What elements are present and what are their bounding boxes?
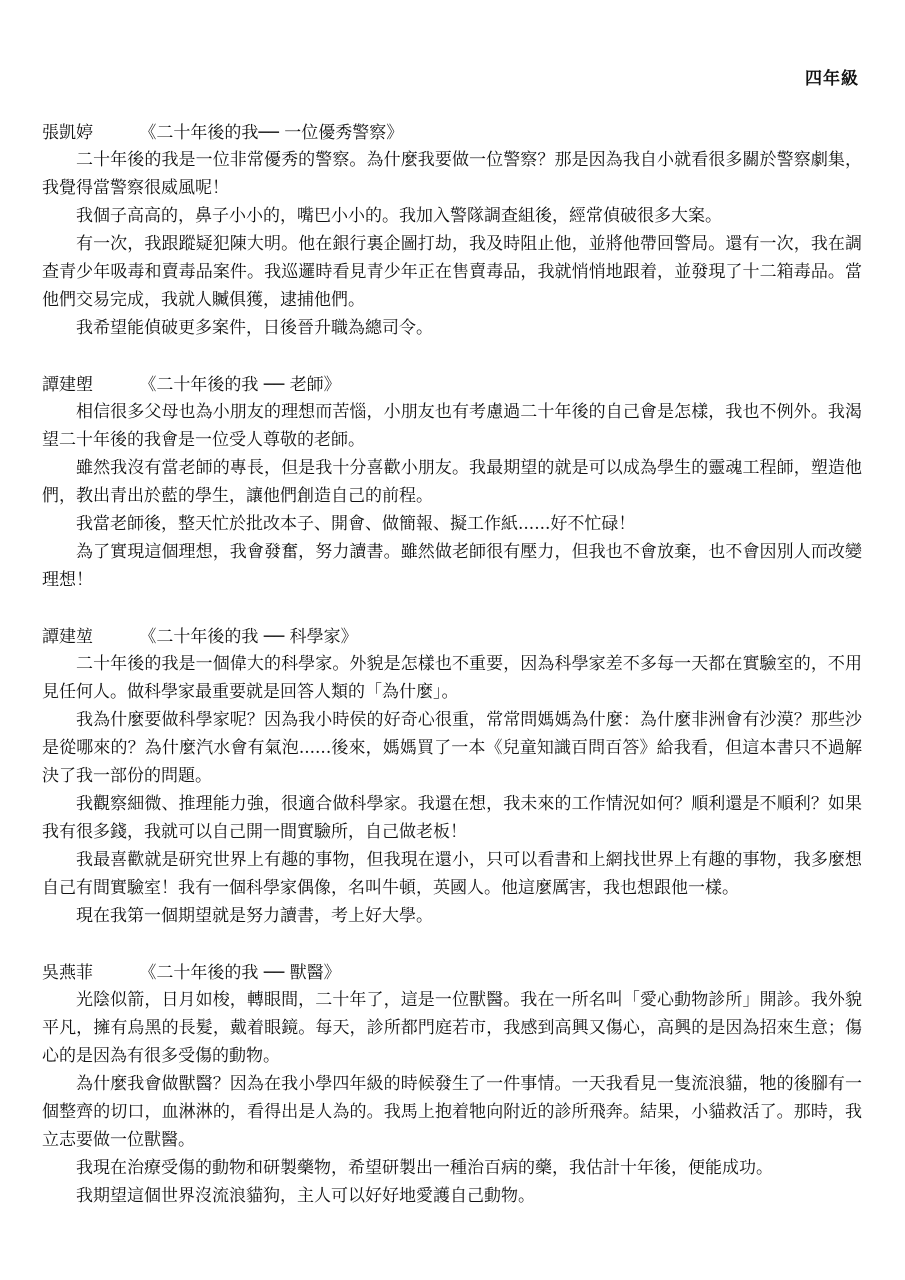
essay <box>42 960 862 1210</box>
essay-title: 《二十年後的我 ── 老師》 <box>139 375 341 395</box>
essay-heading <box>42 372 862 398</box>
essay-heading <box>42 120 862 146</box>
essay <box>42 624 862 930</box>
essay <box>42 120 862 342</box>
essay-paragraph: 為了實現這個理想，我會發奮，努力讀書。雖然做老師很有壓力，但我也不會放棄，也不會因別人而改變理想！ <box>42 542 862 590</box>
essay-paragraph: 雖然我沒有當老師的專長，但是我十分喜歡小朋友。我最期望的就是可以成為學生的靈魂工程師，塑造他們，教出青出於藍的學生，讓他們創造自己的前程。 <box>42 458 862 506</box>
essay-paragraph: 光陰似箭，日月如梭，轉眼間，二十年了，這是一位獸醫。我在一所名叫「愛心動物診所」開診。我外貌平凡，擁有烏黑的長髮，戴着眼鏡。每天，診所都門庭若市，我感到高興又傷心，高興的是因為招來生意；傷心的是因為有很多受傷的動物。 <box>42 990 862 1066</box>
essay-paragraph: 我希望能偵破更多案件，日後晉升職為總司令。 <box>76 318 433 338</box>
grade-label: 四年級 <box>805 69 859 89</box>
essay-paragraph: 現在我第一個期望就是努力讀書，考上好大學。 <box>76 906 433 926</box>
essay-paragraph: 我個子高高的，鼻子小小的，嘴巴小小的。我加入警隊調查組後，經常偵破很多大案。 <box>76 206 722 226</box>
essay-title: 《二十年後的我 ── 獸醫》 <box>139 963 341 983</box>
essay-paragraph: 我觀察細微、推理能力強，很適合做科學家。我還在想，我未來的工作情況如何？順利還是不順利？如果我有很多錢，我就可以自己開一間實驗所，自己做老板！ <box>42 794 862 842</box>
essay-paragraph: 我最喜歡就是研究世界上有趣的事物，但我現在還小，只可以看書和上網找世界上有趣的事物，我多麼想自己有間實驗室！我有一個科學家偶像，名叫牛頓，英國人。他這麼厲害，我也想跟他一樣。 <box>42 850 862 898</box>
essay-author: 譚建堃 <box>42 627 93 647</box>
essay-paragraph: 為什麼我會做獸醫？因為在我小學四年級的時候發生了一件事情。一天我看見一隻流浪貓，牠的後腳有一個整齊的切口，血淋淋的，看得出是人為的。我馬上抱着牠向附近的診所飛奔。結果，小貓救活了。那時，我立志要做一位獸醫。 <box>42 1074 862 1150</box>
essay-heading <box>42 624 862 650</box>
essay-paragraph: 二十年後的我是一個偉大的科學家。外貌是怎樣也不重要，因為科學家差不多每一天都在實驗室的，不用見任何人。做科學家最重要就是回答人類的「為什麼」。 <box>42 654 862 702</box>
essay-paragraph: 我當老師後，整天忙於批改本子、開會、做簡報、擬工作紙......好不忙碌！ <box>76 514 636 534</box>
essay-paragraph: 相信很多父母也為小朋友的理想而苦惱，小朋友也有考慮過二十年後的自己會是怎樣，我也不例外。我渴望二十年後的我會是一位受人尊敬的老師。 <box>42 402 862 450</box>
essay-heading <box>42 960 862 986</box>
essay-paragraph: 我現在治療受傷的動物和研製藥物，希望研製出一種治百病的藥，我估計十年後，便能成功。 <box>76 1158 773 1178</box>
essay-paragraph: 二十年後的我是一位非常優秀的警察。為什麼我要做一位警察？那是因為我自小就看很多關於警察劇集，我覺得當警察很威風呢！ <box>42 150 862 198</box>
essay <box>42 372 862 594</box>
essay-title: 《二十年後的我 ── 科學家》 <box>139 627 358 647</box>
essay-author: 張凱婷 <box>42 123 93 143</box>
essay-author: 吳燕菲 <box>42 963 93 983</box>
essay-paragraph: 我期望這個世界沒流浪貓狗，主人可以好好地愛護自己動物。 <box>76 1186 535 1206</box>
essay-paragraph: 有一次，我跟蹤疑犯陳大明。他在銀行裏企圖打劫，我及時阻止他，並將他帶回警局。還有一次，我在調查青少年吸毒和賣毒品案件。我巡邏時看見青少年正在售賣毒品，我就悄悄地跟着，並發現了十二箱毒品。當他們交易完成，我就人贓俱獲，逮捕他們。 <box>42 234 862 310</box>
essay-paragraph: 我為什麼要做科學家呢？因為我小時侯的好奇心很重，常常問媽媽為什麼：為什麼非洲會有沙漠？那些沙是從哪來的？為什麼汽水會有氣泡......後來，媽媽買了一本《兒童知識百問百答》給我看，但這本書只不過解決了我一部份的問題。 <box>42 710 862 786</box>
essay-list <box>42 120 862 1240</box>
essay-author: 譚建塱 <box>42 375 93 395</box>
essay-title: 《二十年後的我── 一位優秀警察》 <box>139 123 404 143</box>
